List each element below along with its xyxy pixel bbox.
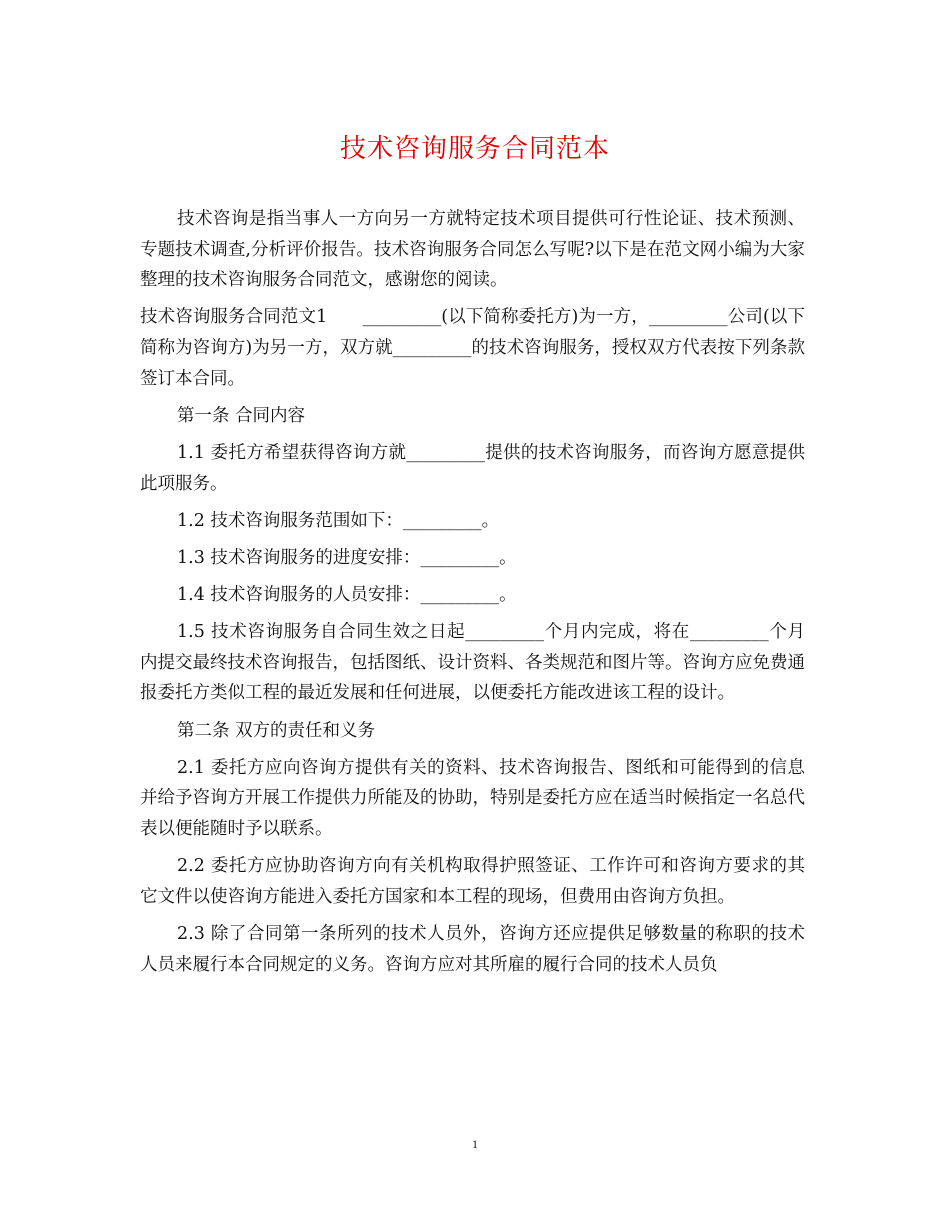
document-body [140,204,805,987]
contract-preamble-paragraph: 技术咨询服务合同范文1 _________(以下简称委托方)为一方，_________公司(以下简称为咨询方)为另一方，双方就_________的技术咨询服务，授权双方代表按下列条款签订本合同。 [140,307,805,389]
intro-paragraph: 技术咨询是指当事人一方向另一方就特定技术项目提供可行性论证、技术预测、专题技术调查,分析评价报告。技术咨询服务合同怎么写呢?以下是在范文网小编为大家整理的技术咨询服务合同范文，感谢您的阅读。 [140,209,805,291]
document-title: 技术咨询服务合同范本 [339,134,610,164]
clause-1-3: 1.3 技术咨询服务的进度安排：_________。 [177,547,517,568]
page-number: 1 [472,1137,478,1151]
clause-2-1: 2.1 委托方应向咨询方提供有关的资料、技术咨询报告、图纸和可能得到的信息并给予咨询方开展工作提供力所能及的协助，特别是委托方应在适当时候指定一名总代表以便能随时予以联系。 [140,757,805,840]
clause-2-2: 2.2 委托方应协助咨询方向有关机构取得护照签证、工作许可和咨询方要求的其它文件以使咨询方能进入委托方国家和本工程的现场，但费用由咨询方负担。 [140,856,805,907]
article-1-heading: 第一条 合同内容 [177,405,306,426]
article-2-heading: 第二条 双方的责任和义务 [177,720,376,741]
clause-1-4: 1.4 技术咨询服务的人员安排：_________。 [177,585,517,606]
clause-1-2: 1.2 技术咨询服务范围如下：_________。 [177,510,500,531]
clause-2-3: 2.3 除了合同第一条所列的技术人员外，咨询方还应提供足够数量的称职的技术人员来履行本合同规定的义务。咨询方应对其所雇的履行合同的技术人员负 [140,924,805,975]
clause-1-1: 1.1 委托方希望获得咨询方就_________提供的技术咨询服务，而咨询方愿意提供此项服务。 [140,442,805,494]
clause-1-5: 1.5 技术咨询服务自合同生效之日起_________个月内完成，将在_________个月内提交最终技术咨询报告，包括图纸、设计资料、各类规范和图片等。咨询方应免费通报委托方类似工程的最近发展和任何进展，以便委托方能改进该工程的设计。 [140,622,805,704]
